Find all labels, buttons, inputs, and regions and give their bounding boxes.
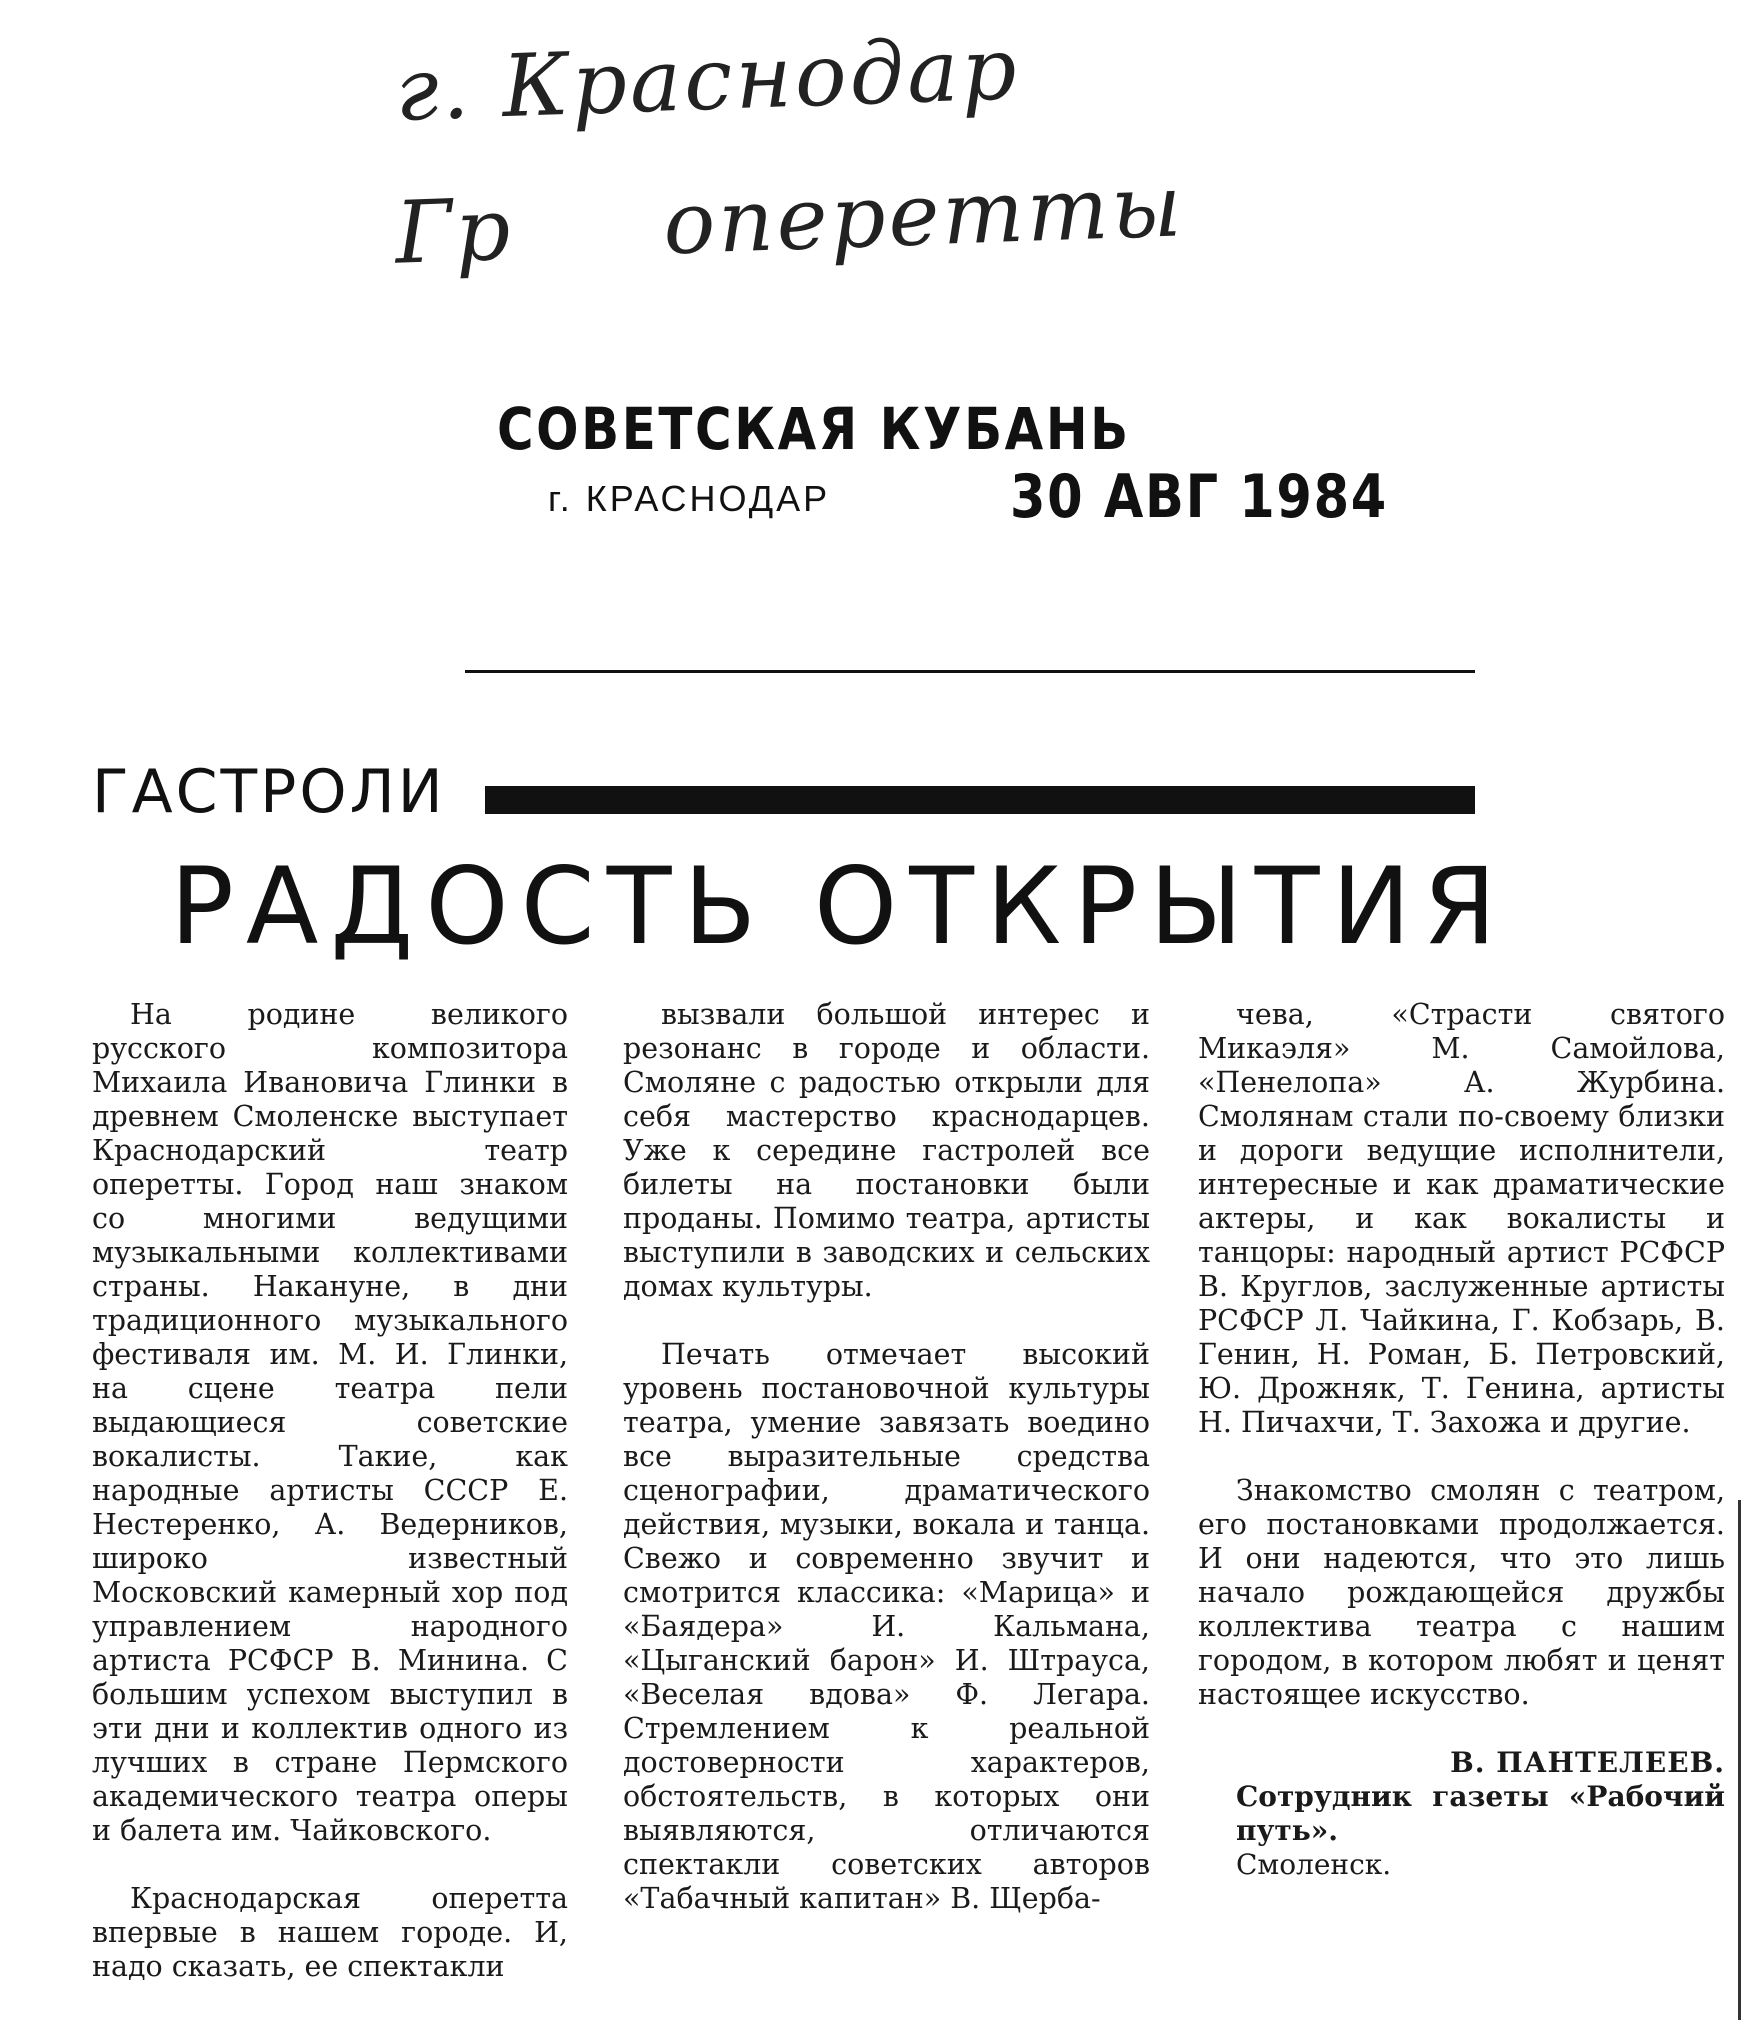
stamp-date: 30 АВГ 1984 <box>1010 462 1388 532</box>
paragraph: чева, «Страсти святого Микаэля» М. Самойлова, «Пенелопа» А. Журбина. Смолянам стали по-своему близки и дороги ведущие исполнители, интересные и как драматические актеры, и как вокалисты и танцоры: народный артист РСФСР В. Круглов, заслуженные артисты РСФСР Л. Чайкина, Г. Кобзарь, В. Генин, Н. Роман, Б. Петровский, Ю. Дрожняк, Т. Генина, артисты Н. Пичахчи, Т. Захожа и другие. <box>1198 998 1725 1439</box>
paragraph: Краснодарская оперетта впервые в нашем городе. И, надо сказать, ее спектакли <box>92 1882 568 1983</box>
paragraph: вызвали большой интерес и резонанс в городе и области. Смоляне с радостью открыли для себя мастерство краснодарцев. Уже к середине гастролей все билеты на постановки были проданы. Помимо театра, артисты выступили в заводских и сельских домах культуры. <box>623 998 1150 1303</box>
stamp-city: г. КРАСНОДАР <box>548 478 831 519</box>
author-name: В. ПАНТЕЛЕЕВ. <box>1450 1746 1725 1779</box>
article-column-3 <box>1198 998 1725 1882</box>
handwritten-note-city: г. Краснодар <box>393 19 1021 141</box>
article-column-2 <box>623 998 1150 1950</box>
author-city: Смоленск. <box>1236 1848 1392 1881</box>
author-signature <box>1198 1746 1725 1882</box>
article-rubric: ГАСТРОЛИ <box>92 757 446 827</box>
article-column-1 <box>92 998 568 2018</box>
clipping-edge-line <box>1738 1500 1741 2020</box>
handwritten-note-theatre: Гр оперетты <box>393 156 1186 284</box>
rubric-bar <box>485 786 1475 814</box>
paragraph: Печать отмечает высокий уровень постановочной культуры театра, умение завязать воедино все выразительные средства сценографии, драматического действия, музыки, вокала и танца. Свежо и современно звучит и смотрится классика: «Марица» и «Баядера» И. Кальмана, «Цыганский барон» И. Штрауса, «Веселая вдова» Ф. Легара. Стремлением к реальной достоверности характеров, обстоятельств, в которых они выявляются, отличаются спектакли советских авторов «Табачный капитан» В. Щерба- <box>623 1338 1150 1915</box>
paragraph: Знакомство смолян с театром, его постановками продолжается. И они надеются, что это лишь начало рождающейся дружбы коллектива театра с нашим городом, в котором любят и ценят настоящее искусство. <box>1198 1474 1725 1711</box>
paragraph: На родине великого русского композитора Михаила Ивановича Глинки в древнем Смоленске выступает Краснодарский театр оперетты. Город наш знаком со многими ведущими музыкальными коллективами страны. Накануне, в дни традиционного музыкального фестиваля им. М. И. Глинки, на сцене театра пели выдающиеся советские вокалисты. Такие, как народные артисты СССР Е. Нестеренко, А. Ведерников, широко известный Московский камерный хор под управлением народного артиста РСФСР В. Минина. С большим успехом выступил в эти дни и коллектив одного из лучших в стране Пермского академического театра оперы и балета им. Чайковского. <box>92 998 568 1847</box>
article-headline: РАДОСТЬ ОТКРЫТИЯ <box>170 845 1509 968</box>
author-role: Сотрудник газеты «Рабочий путь». <box>1236 1780 1725 1847</box>
divider-line <box>465 670 1475 673</box>
stamp-newspaper-name: СОВЕТСКАЯ КУБАНЬ <box>497 395 1131 463</box>
